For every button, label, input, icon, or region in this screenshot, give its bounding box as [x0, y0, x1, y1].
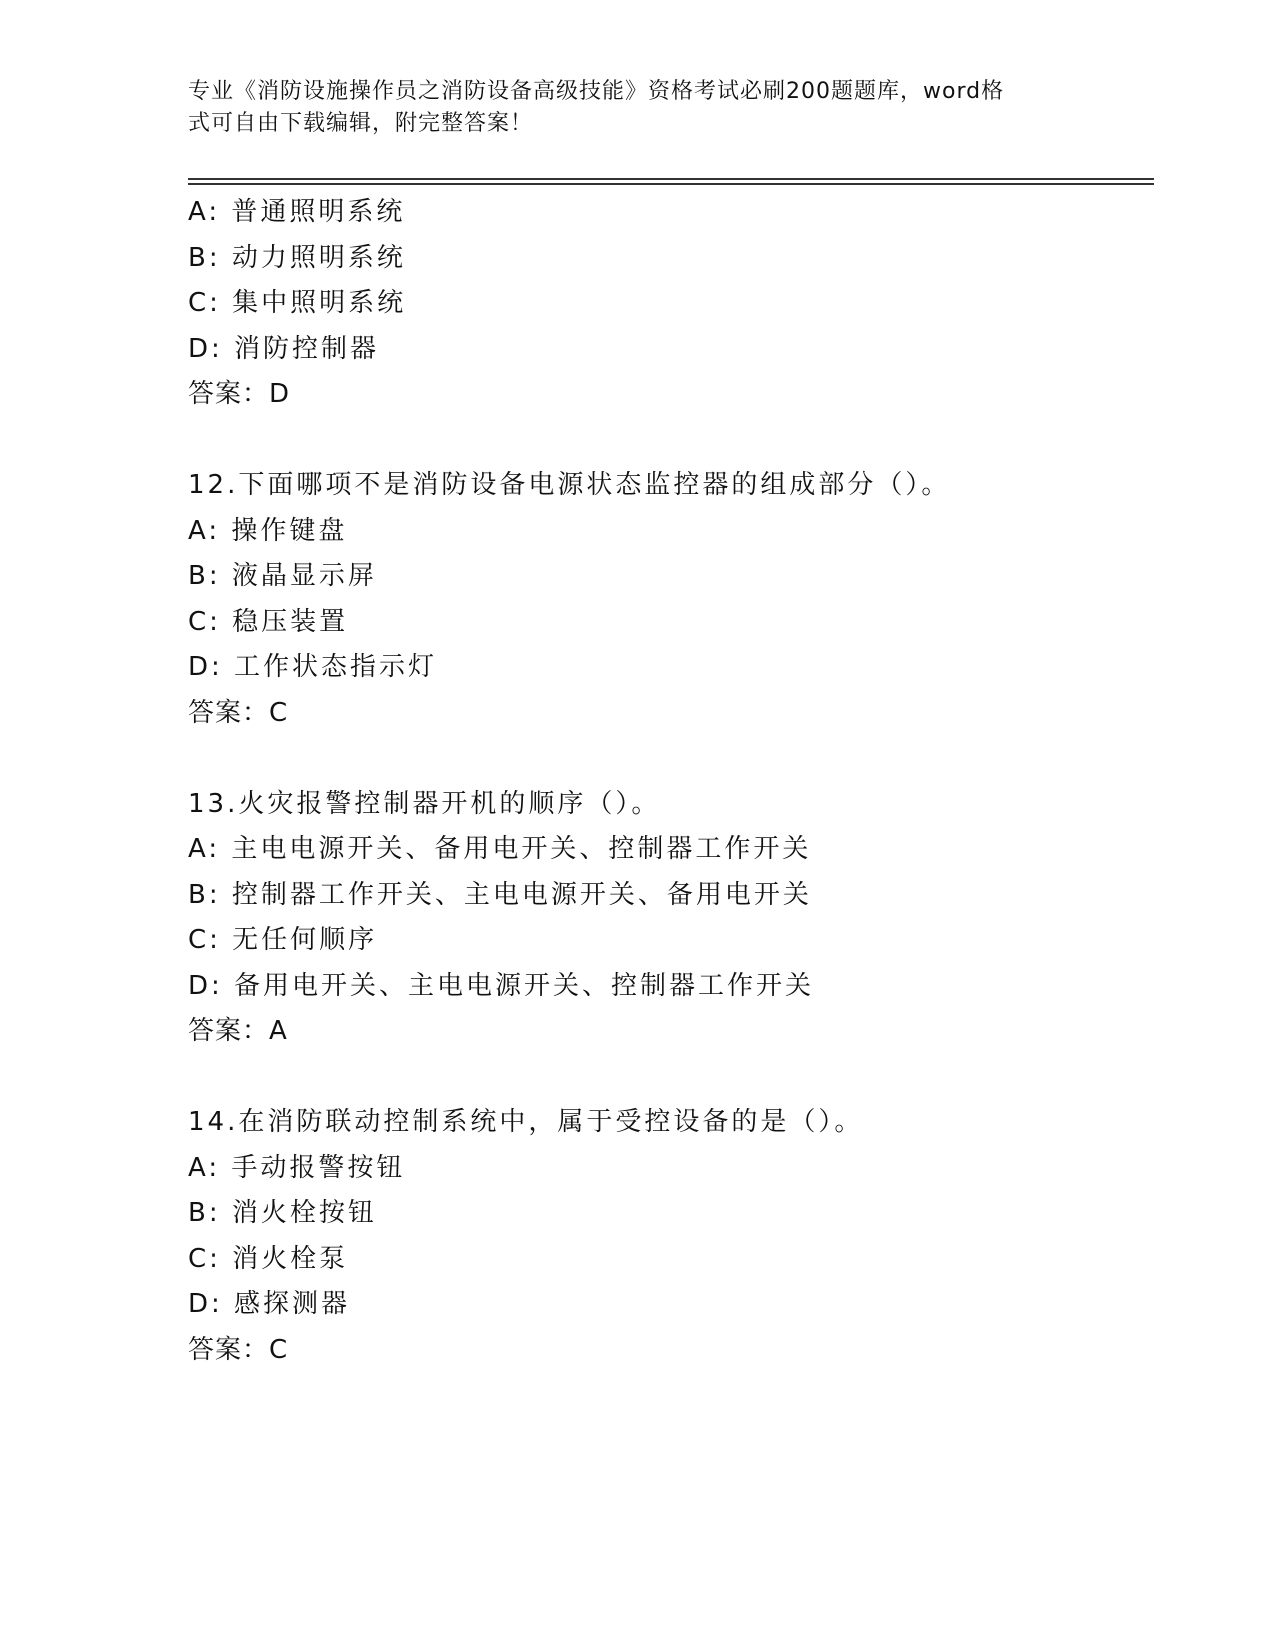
option-c: C: 稳压装置 [188, 606, 349, 637]
question-stem: 12.下面哪项不是消防设备电源状态监控器的组成部分（）。 [188, 470, 951, 500]
question-stem: 14.在消防联动控制系统中，属于受控设备的是（）。 [188, 1107, 864, 1137]
option-a: A: 操作键盘 [188, 515, 348, 546]
question-block-continued [188, 190, 1154, 418]
option-d: D: 备用电开关、主电电源开关、控制器工作开关 [188, 970, 815, 1001]
option-b: B: 控制器工作开关、主电电源开关、备用电开关 [188, 879, 812, 910]
answer-line: 答案：D [188, 379, 291, 409]
block-spacer [188, 736, 1154, 782]
document-header [188, 76, 1068, 140]
option-a: A: 手动报警按钮 [188, 1152, 406, 1183]
option-c: C: 无任何顺序 [188, 925, 378, 955]
question-block-13 [188, 782, 1154, 1055]
option-d: D: 消防控制器 [188, 333, 380, 364]
option-b: B: 动力照明系统 [188, 242, 406, 273]
question-stem: 13.火灾报警控制器开机的顺序（）。 [188, 788, 661, 819]
option-c: C: 消火栓泵 [188, 1243, 349, 1274]
option-b: B: 消火栓按钮 [188, 1198, 377, 1228]
option-a: A: 主电电源开关、备用电开关、控制器工作开关 [188, 834, 812, 864]
question-list [188, 190, 1154, 1373]
answer-line: 答案：C [188, 697, 289, 728]
option-d: D: 工作状态指示灯 [188, 652, 438, 682]
option-b: B: 液晶显示屏 [188, 561, 377, 591]
question-block-14 [188, 1100, 1154, 1373]
block-spacer [188, 1055, 1154, 1101]
option-a: A: 普通照明系统 [188, 197, 406, 227]
block-spacer [188, 418, 1154, 464]
answer-line: 答案：C [188, 1334, 289, 1365]
header-divider-bottom [188, 183, 1154, 185]
answer-line: 答案：A [188, 1016, 288, 1046]
header-line-1: 专业《消防设施操作员之消防设备高级技能》资格考试必刷200题题库，word格 [188, 79, 1005, 104]
header-divider-top [188, 178, 1154, 180]
option-c: C: 集中照明系统 [188, 288, 407, 318]
question-block-12 [188, 463, 1154, 736]
option-d: D: 感探测器 [188, 1289, 351, 1319]
header-line-2: 式可自由下载编辑，附完整答案！ [188, 111, 534, 136]
